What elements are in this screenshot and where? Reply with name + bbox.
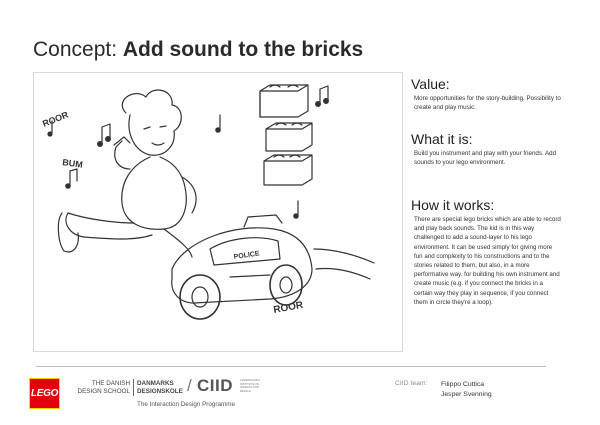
value-body: More opportunities for the story-building. Possibility to create and play music. <box>414 95 561 112</box>
what-it-is-body: Build you instrument and play with your friends. Add sounds to your lego environment. <box>414 150 557 167</box>
value-section <box>411 76 561 112</box>
danmarks-designskole-name <box>137 380 183 396</box>
footer <box>0 370 600 420</box>
value-heading: Value: <box>411 76 450 92</box>
school-line-1: THE DANISH <box>91 380 130 387</box>
lego-logo: LEGO <box>29 378 60 409</box>
danmark-line-1: DANMARKS <box>137 380 174 387</box>
how-it-works-section <box>411 197 561 307</box>
music-notes <box>48 86 328 218</box>
team-label: CIID team: <box>395 380 428 387</box>
concept-sketch <box>33 72 403 352</box>
team-names <box>441 380 492 400</box>
ciid-logo: CIID <box>197 376 233 395</box>
sketch-label-bum: BUM <box>61 157 84 170</box>
how-it-works-heading: How it works: <box>411 197 495 213</box>
what-it-is-heading: What it is: <box>411 131 473 147</box>
footer-divider <box>36 366 546 367</box>
ciid-small-text: COPENHAGEN INSTITUTE OF INTERACTION DESIGN <box>240 378 260 393</box>
footer-separator <box>133 379 134 396</box>
stacked-bricks <box>260 85 312 185</box>
sketch-label-police: POLICE <box>233 250 261 261</box>
team-member-2: Jesper Svenning <box>441 391 492 398</box>
how-it-works-body: There are special lego bricks which are able to record and play back sounds. The kid is in this way challenged to add a sound-layer to his lego environment. It can be used simply for giving more fun and complexity to his constructions and to the stories related to them, but also, in a more performative way, for building his own instrument and create music (e.g. if you connect the bricks in a certain way they play in sequence, if you connect them in circle they're a loop). <box>414 216 561 306</box>
danish-design-school-name <box>74 380 130 396</box>
school-line-2: DESIGN SCHOOL <box>77 388 130 395</box>
sketch-label-roor-bottom: ROOR <box>272 299 305 316</box>
slide-title <box>33 38 363 62</box>
slide-title-lead: Concept: <box>33 38 123 61</box>
team-member-1: Filippo Cuttica <box>441 381 485 388</box>
slash-separator: / <box>187 376 192 395</box>
police-car <box>172 215 374 319</box>
slide-title-main: Add sound to the bricks <box>122 38 364 61</box>
what-it-is-section <box>411 131 561 167</box>
child-figure <box>58 90 196 257</box>
danmark-line-2: DESIGNSKOLE <box>137 388 183 395</box>
sketch-drawing <box>34 73 402 351</box>
programme-name: The Interaction Design Programme <box>137 401 235 408</box>
sketch-label-roor-top: ROOR <box>41 109 70 129</box>
